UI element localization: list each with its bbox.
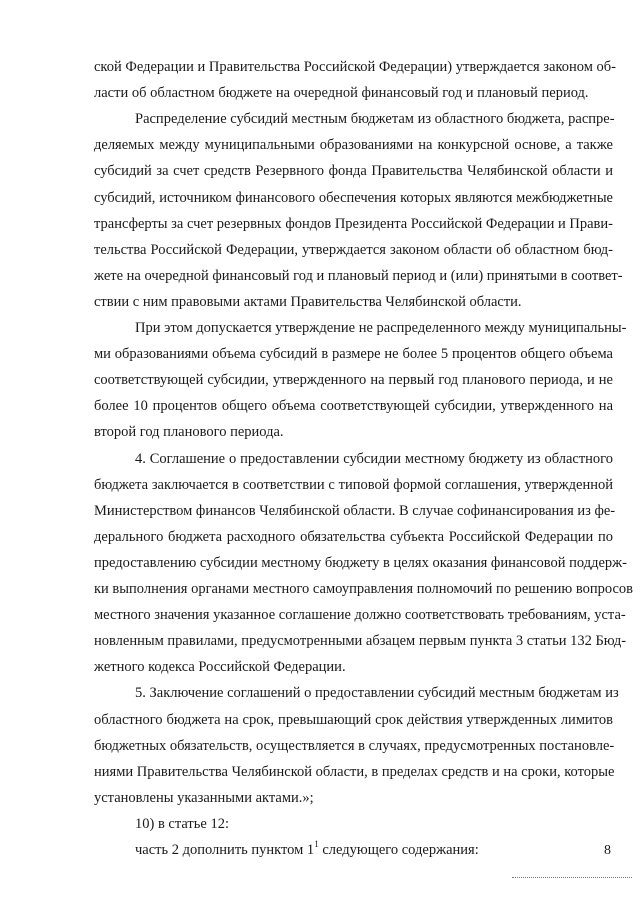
- text-line: предоставлению субсидии местному бюджету в целях оказания финансовой поддерж-: [94, 554, 627, 571]
- text-fragment: следующего содержания:: [318, 842, 479, 858]
- text-line: ской Федерации и Правительства Российской Федерации) утверждается законом об-: [94, 59, 617, 75]
- text-line: местного значения указанное соглашение должно соответствовать требованиям, уста-: [94, 607, 626, 624]
- text-line: субсидий за счет средств Резервного фонда Правительства Челябинской области и: [94, 163, 613, 180]
- text-line: тельства Российской Федерации, утверждается законом области об областном бюд-: [94, 241, 613, 258]
- text-line: ми образованиями объема субсидий в размере не более 5 процентов общего объема: [94, 346, 613, 363]
- text-line: установлены указанными актами.»;: [94, 789, 314, 806]
- text-line: Министерством финансов Челябинской области. В случае софинансирования из фе-: [94, 502, 616, 519]
- text-line: дерального бюджета расходного обязательства субъекта Российской Федерации по: [94, 528, 613, 545]
- text-line: ниями Правительства Челябинской области, в пределах средств и на сроки, которые: [94, 763, 615, 780]
- text-line: второй год планового периода.: [94, 424, 284, 441]
- text-line: деляемых между муниципальными образованиями на конкурсной основе, а также: [94, 137, 613, 154]
- text-line: трансферты за счет резервных фондов Президента Российской Федерации и Прави-: [94, 215, 613, 232]
- text-line: жетного кодекса Российской Федерации.: [94, 659, 346, 676]
- text-line: жете на очередной финансовый год и плановый период и (или) принятыми в соответ-: [94, 267, 623, 284]
- text-line: Распределение субсидий местным бюджетам из областного бюджета, распре-: [135, 111, 615, 128]
- text-line: соответствующей субсидии, утвержденного на первый год планового периода, и не: [94, 372, 613, 389]
- text-line: [135, 841, 479, 859]
- scan-edge-line: [512, 877, 632, 878]
- text-line: бюджета заключается в соответствии с типовой формой соглашения, утвержденной: [94, 476, 613, 493]
- text-line: бюджетных обязательств, осуществляется в случаях, предусмотренных постановле-: [94, 737, 615, 754]
- text-line: 5. Заключение соглашений о предоставлении субсидий местным бюджетам из: [135, 685, 619, 702]
- text-line: При этом допускается утверждение не распределенного между муниципальны-: [135, 320, 627, 336]
- text-line: ки выполнения органами местного самоуправления полномочий по решению вопросов: [94, 581, 634, 597]
- text-line: более 10 процентов общего объема соответствующей субсидии, утвержденного на: [94, 398, 613, 415]
- text-line: 10) в статье 12:: [135, 815, 229, 832]
- page-number: 8: [604, 843, 611, 858]
- superscript: 1: [314, 839, 319, 849]
- text-line: 4. Соглашение о предоставлении субсидии местному бюджету из областного: [135, 450, 613, 467]
- text-line: ласти об областном бюджете на очередной финансовый год и плановый период.: [94, 85, 589, 102]
- text-fragment: часть 2 дополнить пунктом 1: [135, 842, 315, 858]
- text-line: областного бюджета на срок, превышающий срок действия утвержденных лимитов: [94, 711, 613, 728]
- text-line: новленным правилами, предусмотренными абзацем первым пункта 3 статьи 132 Бюд-: [94, 633, 627, 650]
- text-line: ствии с ним правовыми актами Правительства Челябинской области.: [94, 293, 522, 310]
- text-line: субсидий, источником финансового обеспечения которых являются межбюджетные: [94, 189, 613, 206]
